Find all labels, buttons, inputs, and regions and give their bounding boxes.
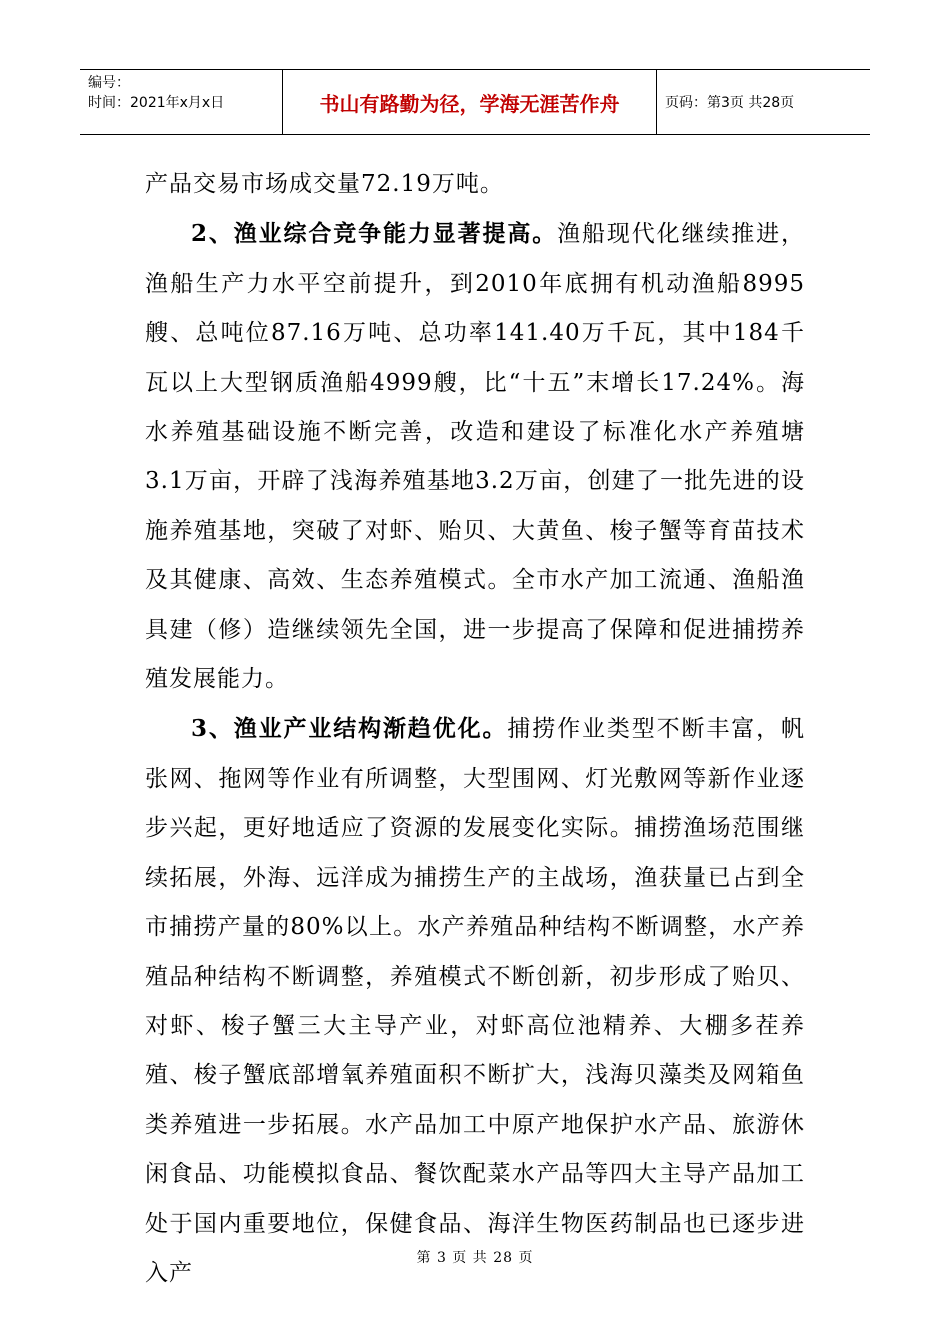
page-footer: 第 3 页 共 28 页 — [416, 1250, 534, 1266]
paragraph-heading: 3、渔业产业结构渐趋优化。 — [191, 715, 508, 743]
paragraph-fishery-competitiveness — [145, 209, 805, 704]
paragraph-text: 捕捞作业类型不断丰富，帆张网、拖网等作业有所调整，大型围网、灯光敷网等新作业逐步兴起，更好地适应了资源的发展变化实际。捕捞渔场范围继续拓展，外海、远洋成为捕捞生产的主战场，渔获量已占到全市捕捞产量的80%以上。水产养殖品种结构不断调整，水产养殖品种结构不断调整，养殖模式不断创新，初步形成了贻贝、对虾、梭子蟹三大主导产业，对虾高位池精养、大棚多茬养殖、梭子蟹底部增氧养殖面积不断扩大，浅海贝藻类及网箱鱼类养殖进一步拓展。水产品加工中原产地保护水产品、旅游休闲食品、功能模拟食品、餐饮配菜水产品等四大主导产品加工处于国内重要地位，保健食品、海洋生物医药制品也已逐步进入产 — [145, 716, 805, 1286]
paragraph-text: 渔船现代化继续推进，渔船生产力水平空前提升，到2010年底拥有机动渔船8995艘、总吨位87.16万吨、总功率141.40万千瓦，其中184千瓦以上大型钢质渔船4999艘，比“十五”末增长17.24%。海水养殖基础设施不断完善，改造和建设了标准化水产养殖塘3.1万亩，开辟了浅海养殖基地3.2万亩，创建了一批先进的设施养殖基地，突破了对虾、贻贝、大黄鱼、梭子蟹等育苗技术及其健康、高效、生态养殖模式。全市水产加工流通、渔船渔具建（修）造继续领先全国，进一步提高了保障和促进捕捞养殖发展能力。 — [145, 221, 805, 693]
header-meta — [80, 70, 282, 134]
header-motto: 书山有路勤为径，学海无涯苦作舟 — [282, 70, 657, 134]
header-page-code: 页码：第3页 共28页 — [665, 95, 795, 111]
document-body — [145, 160, 805, 1298]
paragraph-industry-structure — [145, 704, 805, 1298]
document-date-label: 时间：2021年x月x日 — [88, 95, 225, 111]
paragraph-heading: 2、渔业综合竞争能力显著提高。 — [191, 220, 558, 248]
paragraph-continuation: 产品交易市场成交量72.19万吨。 — [145, 171, 504, 197]
document-header — [80, 69, 870, 135]
document-number-label: 编号： — [88, 75, 130, 91]
